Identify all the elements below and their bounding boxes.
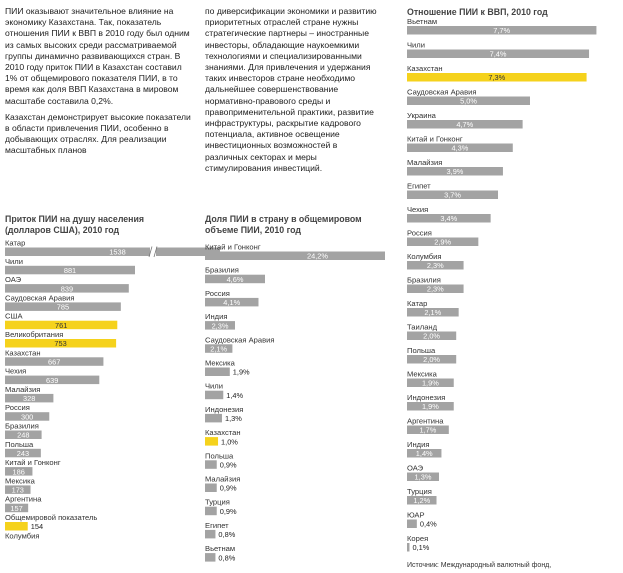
category-label-россия: Россия: [5, 403, 30, 413]
bar-корея: [407, 543, 409, 552]
value-label-мексика: 1,9%: [232, 367, 250, 377]
bar-египет: [205, 530, 215, 539]
category-label-саудовская-аравия: Саудовская Аравия: [205, 335, 275, 345]
category-label-мексика: Мексика: [407, 369, 437, 379]
bar-мексика: [205, 368, 230, 377]
category-label-малайзия: Малайзия: [205, 474, 241, 484]
category-label-таиланд: Таиланд: [407, 322, 438, 332]
bar-вьетнам: [205, 553, 215, 562]
value-label-чили: 7,4%: [489, 49, 507, 59]
value-label-саудовская-аравия: 2,1%: [210, 344, 228, 354]
bar-чили: [205, 391, 223, 400]
category-label-турция: Турция: [407, 487, 432, 496]
value-label-россия: 2,9%: [434, 237, 452, 247]
value-label-юар: 0,4%: [419, 519, 437, 529]
category-label-польша: Польша: [407, 346, 436, 355]
value-label-катар: 1538: [109, 247, 126, 257]
category-label-россия: Россия: [407, 228, 432, 238]
value-label-египет: 0,8%: [218, 530, 236, 540]
value-label-чехия: 3,4%: [440, 214, 458, 224]
value-label-вьетнам: 7,7%: [493, 26, 511, 36]
bar-казахстан: [205, 437, 218, 446]
value-label-чили: 881: [63, 266, 77, 275]
value-label-польша: 243: [16, 449, 30, 458]
value-label-таиланд: 2,0%: [423, 331, 441, 341]
chart-2-title-line-2: объеме ПИИ, 2010 год: [205, 225, 301, 235]
bar-польша: [205, 460, 217, 469]
category-label-катар: Катар: [5, 238, 26, 248]
value-label-сша: 761: [54, 320, 68, 330]
value-label-индонезия: 1,3%: [224, 414, 242, 424]
category-label-колумбия: Колумбия: [5, 531, 40, 541]
source-note: Источник: Международный валютный фонд,: [407, 562, 552, 569]
category-label-индонезия: Индонезия: [407, 393, 446, 402]
value-label-бразилия: 248: [17, 430, 30, 440]
category-label-мексика: Мексика: [205, 358, 235, 368]
bar-малайзия: [205, 484, 217, 493]
value-label-индонезия: 1,9%: [421, 402, 439, 412]
value-label-саудовская-аравия: 785: [56, 302, 70, 312]
category-label-китай-и-гонконг: Китай и Гонконг: [407, 134, 463, 144]
value-label-турция: 0,9%: [219, 506, 237, 516]
category-label-корея: Корея: [407, 534, 429, 543]
category-label-чили: Чили: [205, 381, 223, 391]
category-label-аргентина: Аргентина: [5, 494, 42, 504]
category-label-малайзия: Малайзия: [5, 384, 41, 394]
value-label-мексика: 1,9%: [421, 378, 439, 388]
category-label-мексика: Мексика: [5, 476, 35, 486]
value-label-китай-и-гонконг: 24,2%: [307, 251, 328, 261]
category-label-турция: Турция: [205, 497, 230, 507]
value-label-индия: 2,3%: [211, 321, 229, 331]
value-label-мексика: 173: [11, 485, 24, 495]
category-label-общемировой-показатель: Общемировой показатель: [5, 513, 98, 522]
category-label-польша: Польша: [205, 451, 234, 461]
value-label-вьетнам: 0,8%: [218, 553, 236, 563]
value-label-чили: 1,4%: [226, 390, 244, 400]
category-label-казахстан: Казахстан: [407, 64, 443, 73]
bar-юар: [407, 520, 417, 529]
value-label-китай-и-гонконг: 186: [12, 467, 25, 477]
chart-fdi-to-gdp: [407, 17, 596, 552]
category-label-китай-и-гонконг: Китай и Гонконг: [5, 458, 61, 468]
value-label-казахстан: 1,0%: [221, 437, 238, 447]
category-label-польша: Польша: [5, 439, 34, 449]
value-label-польша: 0,9%: [219, 460, 237, 470]
category-label-саудовская-аравия: Саудовская Аравия: [407, 87, 477, 97]
category-label-египет: Египет: [205, 520, 229, 530]
category-label-индия: Индия: [205, 312, 228, 322]
chart-3-title-line-1: Отношение ПИИ к ВВП, 2010 год: [407, 7, 548, 17]
value-label-оаэ: 1,3%: [414, 472, 432, 482]
category-label-малайзия: Малайзия: [407, 158, 443, 167]
intro-paragraph-3: по диверсификации экономики и развитию приоритетных отраслей стране нужны стратегические партнеры – иностранные инвесторы, обладающие наукоемкими технологиями и специализированными знаниями. Для привлечения и удержания таких инвесторов стране необходимо дальнейшее совершенствование нормативно-правового среды и правоприменительной практики, развитие инфраструктуры, раскрытие кадрового потенциала, активное освещение инвестиционных возможностей в различных секторах и меры стимулирования инвестиций.: [205, 6, 377, 173]
value-label-польша: 2,0%: [423, 355, 441, 365]
category-label-великобритания: Великобритания: [5, 330, 64, 339]
value-label-малайзия: 3,9%: [446, 167, 464, 177]
value-label-россия: 300: [20, 412, 34, 422]
category-label-саудовская-аравия: Саудовская Аравия: [5, 293, 75, 303]
category-label-бразилия: Бразилия: [5, 421, 39, 431]
category-label-колумбия: Колумбия: [407, 252, 442, 261]
value-label-китай-и-гонконг: 4,3%: [451, 143, 469, 153]
value-label-чехия: 639: [45, 375, 59, 385]
value-label-колумбия: 2,3%: [426, 261, 444, 271]
value-label-малайзия: 0,9%: [219, 483, 237, 493]
category-label-казахстан: Казахстан: [5, 348, 41, 358]
value-label-казахстан: 7,3%: [488, 73, 506, 83]
category-label-бразилия: Бразилия: [407, 275, 441, 285]
value-label-индия: 1,4%: [415, 449, 433, 459]
chart-fdi-share-world: [205, 243, 385, 563]
value-label-россия: 4,1%: [223, 298, 241, 308]
value-label-саудовская-аравия: 5,0%: [460, 96, 477, 106]
category-label-оаэ: ОАЭ: [407, 463, 424, 473]
value-label-аргентина: 1,7%: [419, 425, 437, 435]
value-label-казахстан: 667: [48, 357, 61, 367]
category-label-бразилия: Бразилия: [205, 265, 239, 275]
bar-общемировой-показатель: [5, 522, 28, 531]
category-label-чехия: Чехия: [407, 205, 429, 214]
chart-per-capita-fdi: [5, 239, 220, 541]
category-label-сша: США: [5, 311, 23, 321]
value-label-корея: 0,1%: [412, 543, 430, 553]
category-label-вьетнам: Вьетнам: [407, 17, 438, 26]
bar-турция: [205, 507, 217, 516]
value-label-турция: 1,2%: [413, 496, 431, 506]
intro-paragraph-1: ПИИ оказывают значительное влияние на экономику Казахстана. Так, показатель отношения ПИИ к ВВП в 2010 году был одним из самых высоких среди рассматриваемой группы динамично развивающихся стран. В 2010 году приток ПИИ в Казахстан составил 1% от общемирового показателя ПИИ, в то время как доля ВВП Казахстана в мировом масштабе составила 0,2%.: [5, 6, 190, 106]
bar-китай-и-гонконг: [205, 252, 385, 261]
category-label-китай-и-гонконг: Китай и Гонконг: [205, 242, 261, 252]
chart-1-title-line-2: (долларов США), 2010 год: [5, 225, 120, 235]
category-label-чили: Чили: [5, 256, 23, 266]
category-label-индонезия: Индонезия: [205, 404, 244, 414]
value-label-украина: 4,7%: [456, 120, 474, 130]
category-label-вьетнам: Вьетнам: [205, 544, 236, 554]
category-label-чили: Чили: [407, 40, 425, 50]
category-label-чехия: Чехия: [5, 366, 27, 376]
category-label-казахстан: Казахстан: [205, 428, 241, 438]
chart-1-title-line-1: Приток ПИИ на душу населения: [5, 214, 145, 224]
category-label-юар: ЮАР: [407, 510, 425, 520]
category-label-индия: Индия: [407, 440, 430, 449]
category-label-украина: Украина: [407, 111, 436, 120]
value-label-бразилия: 4,6%: [226, 274, 244, 284]
value-label-египет: 3,7%: [444, 190, 461, 200]
value-label-аргентина: 157: [10, 503, 23, 513]
category-label-россия: Россия: [205, 288, 230, 298]
chart-2-title-line-1: Доля ПИИ в страну в общемировом: [205, 214, 362, 224]
category-label-катар: Катар: [407, 299, 428, 308]
category-label-оаэ: ОАЭ: [5, 275, 22, 285]
category-label-египет: Египет: [407, 181, 431, 191]
value-label-малайзия: 328: [23, 394, 36, 404]
value-label-бразилия: 2,3%: [426, 284, 444, 294]
value-label-великобритания: 753: [54, 339, 67, 349]
category-label-аргентина: Аргентина: [407, 416, 444, 426]
value-label-общемировой-показатель: 154: [30, 522, 44, 532]
bar-индонезия: [205, 414, 222, 423]
intro-paragraph-2: Казахстан демонстрирует высокие показатели в области привлечения ПИИ, особенно в добывающих отраслях. Для реализации масштабных планов: [5, 111, 191, 156]
value-label-катар: 2,1%: [424, 308, 442, 318]
value-label-оаэ: 839: [60, 284, 74, 294]
